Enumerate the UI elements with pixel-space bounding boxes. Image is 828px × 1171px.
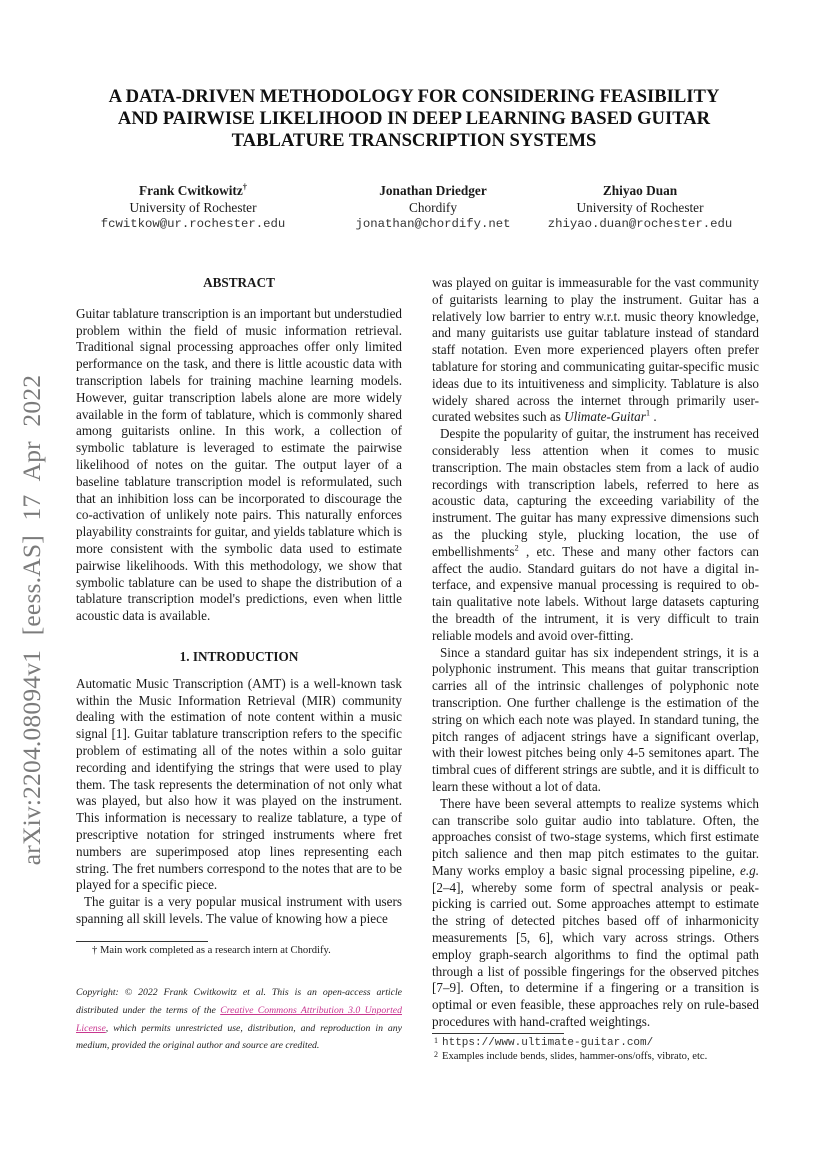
arxiv-identifier-stamp (12, 347, 52, 892)
intro-paragraph (432, 796, 759, 1031)
author-footnote-mark: † (242, 181, 248, 192)
author-block (60, 182, 768, 242)
footnote-1 (432, 1036, 762, 1050)
intro-paragraph: Automatic Music Transcription (AMT) is a well-known task within the Music Information Retrieval (MIR) community dealing with the estimation of note content within a music signal [1]. Guitar tablature transcription refers to the specific problem of estimating all of the notes within a solo guitar recording and identifying the strings that were used to play them. The task represents the determination of not only what was played, but also how it was played on the instrument. This information is necessary to realize tablature, a type of prescriptive notation for stringed instruments where fret numbers are superimposed atop lines representing each string. The fret numbers correspond to the notes that are to be played for a specific piece. (76, 675, 402, 893)
footnote-2 (432, 1050, 762, 1063)
website-name: Ulimate-Guitar (564, 409, 646, 425)
author-name-text: Frank Cwitkowitz (138, 183, 243, 198)
footnote-ref[interactable]: 2 (514, 542, 519, 553)
author-name (88, 182, 298, 199)
paragraph-text: . (650, 409, 657, 425)
footnote-text: Examples include bends, slides, hammer-ons/offs, vibrato, etc. (442, 1051, 708, 1062)
author-email[interactable]: jonathan@chordify.net (355, 217, 511, 231)
abstract-text: Guitar tablature transcription is an important but understudied problem within the field of music information retrieval. Traditional signal processing approaches offer only limited performance on the task, and there is little acoustic data with transcription labels for training machine learning models. However, guitar transcription labels alone are more widely available in the form of tablature, which is commonly shared among guitarists online. In this work, a collection of symbolic tablature is leveraged to estimate the pairwise likelihood of notes on the guitar. The output layer of a baseline tablature transcription model is reformulated, such that an inhibition loss can be incorporated to discourage the co-activation of unlikely note pairs. This naturally enforces playability constraints for guitar, and yields tablature which is more consistent with the symbolic data used to estimate pairwise likelihoods. With this methodology, we show that symbolic tablature can be used to shape the distribution of a tablature transcription model's predictions, even when little acoustic data is available. (76, 305, 402, 624)
footnote-divider (432, 1033, 564, 1034)
paragraph-text: was played on guitar is immeasurable for the vast community of guitarists learning to play the instrument. Guitar has a relatively low barrier to entry w.r.t. music theory knowledge, and many guitarists use guitar tablature instead of standard staff notation. Even more experienced players often prefer tablature for storing and communicating guitar-specific music ideas due to its intuitiveness and simplicity. Tablature is also widely shared across the internet through primarily user-curated websites such as (432, 275, 759, 425)
author-entry (328, 182, 538, 233)
author-entry (88, 182, 298, 233)
author-entry (532, 182, 748, 233)
author-affiliation: Chordify (408, 200, 457, 215)
author-email[interactable]: zhiyao.duan@rochester.edu (547, 217, 733, 231)
abstract-heading: ABSTRACT (203, 275, 275, 290)
footnote-divider (76, 941, 208, 942)
author-footnote: † Main work completed as a research intern at Chordify. (92, 945, 331, 956)
license-link[interactable]: Creative Commons Attribution 3.0 Unported License (76, 1004, 402, 1034)
eg-abbreviation: e.g. (740, 862, 759, 878)
introduction-heading: 1. INTRODUCTION (179, 648, 299, 664)
title-line: A DATA-DRIVEN METHODOLOGY FOR CONSIDERING FEASIBILITY (108, 86, 720, 107)
right-column (432, 275, 759, 1031)
footnotes-right (432, 1036, 762, 1063)
copyright-suffix: , which permits unrestricted use, distribution, and reproduction in any medium, provided the original author and source are credited. (76, 1022, 402, 1052)
footnote-mark: 2 (434, 1050, 438, 1059)
author-email[interactable]: fcwitkow@ur.rochester.edu (100, 217, 286, 231)
intro-paragraph: Since a standard guitar has six independent strings, it is a polyphonic instrument. This means that guitar transcription carries all of the intrinsic challenges of polyphonic note transcription. One further challenge is the estimation of the string on which each note was played. In standard tuning, the pitch ranges of adjacent strings have a significant overlap, with their lowest pitches being only 4-5 semitones apart. The timbral cues of different strings are subtle, and it is difficult to learn these without a lot of data. (432, 644, 759, 794)
copyright-prefix: Copyright: © 2022 Frank Cwitkowitz et al. This is an open-access article distributed under the terms of the (76, 987, 402, 1016)
intro-paragraph: The guitar is a very popular musical instrument with users spanning all skill levels. The value of knowing how a piece (76, 894, 402, 926)
footnote-mark: 1 (434, 1036, 438, 1045)
paragraph-text: Despite the popularity of guitar, the instrument has received considerably less attention when it comes to music transcription. The main obstacles stem from a lack of audio recordings with transcription labels, referred to here as acoustic data, capturing the exceeding variability of the instrument. The guitar has many expressive dimensions such as the plucking style, plucking location, the use of embellishments (432, 426, 759, 559)
paragraph-text: , etc. These and many other factors can affect the audio. Standard guitars do not have a digital interface, and expensive manual processing is required to obtain qualitative note labels. Without large datasets capturing the breadth of the intrument, it is very difficult to train reliable models and avoid over-fitting. (432, 543, 759, 643)
paragraph-text: [2–4], whereby some form of spectral analysis or peak-picking is carried out. Some approaches attempt to estimate the string of detected pitches based off of inharmonicity measurements [5, 6], which vary across strings. Others employ graph-search algorithms to find the optimal path through a list of possible fingerings for the observed pitches [7–9]. Often, to determine if a fingering or a transition is optimal or even feasible, these approaches rely on rule-based procedures with hand-crafted weightings. (432, 879, 759, 1030)
author-name: Jonathan Driedger (379, 183, 487, 198)
title-line: TABLATURE TRANSCRIPTION SYSTEMS (231, 130, 597, 151)
intro-paragraph (432, 426, 759, 644)
left-column (76, 275, 402, 928)
intro-paragraph (432, 275, 759, 426)
footnote-url[interactable]: https://www.ultimate-guitar.com/ (442, 1037, 654, 1049)
copyright-notice (76, 984, 402, 1055)
title-line: AND PAIRWISE LIKELIHOOD IN DEEP LEARNING BASED GUITAR (117, 108, 711, 129)
paragraph-text: There have been several attempts to realize systems which can transcribe solo guitar audio into tablature. Often, the approaches consist of two-stage systems, which first estimate pitch salience and then map pitch estimates to the guitar. Many works employ a basic signal processing pipeline, (432, 795, 759, 878)
footnote-ref[interactable]: 1 (645, 408, 651, 418)
arxiv-identifier-text: arXiv:2204.08094v1 [eess.AS] 17 Apr 2022 (17, 374, 46, 865)
author-name: Zhiyao Duan (602, 183, 678, 198)
author-affiliation: University of Rochester (129, 200, 257, 215)
author-affiliation: University of Rochester (576, 200, 704, 215)
paper-title (60, 86, 768, 152)
